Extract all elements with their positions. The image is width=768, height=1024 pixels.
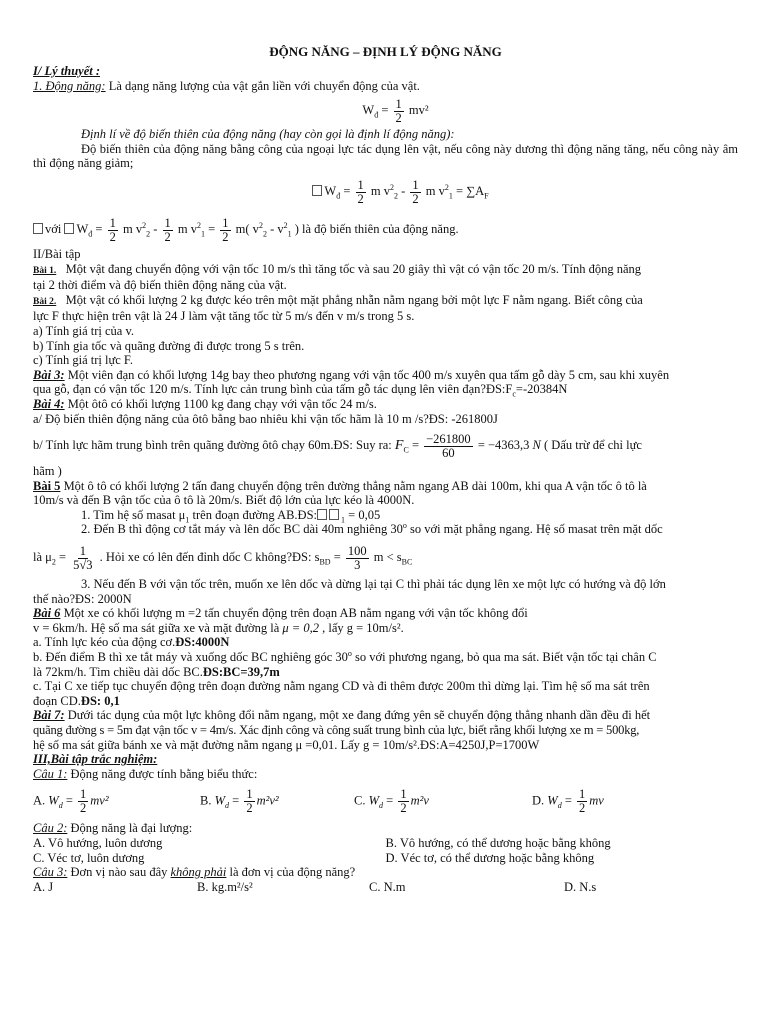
theorem-text [33, 142, 738, 171]
option-a-sub: d [58, 800, 63, 810]
exercise-5-compare: m < s [370, 550, 402, 565]
exercise-5-1-sub: 1 [185, 515, 190, 525]
exercise-5-den-b: 3 [354, 557, 361, 572]
question-1-option-b[interactable] [200, 788, 354, 815]
exercise-6-a [33, 635, 738, 650]
exercise-5-2-text: 2. Đến B thì động cơ tắt máy và lên dốc BC dài 40m nghiêng 30 [81, 522, 403, 537]
delta-symbol-icon [312, 185, 322, 196]
eq1-half-b [410, 179, 420, 206]
exercise-2-line-2: lực F thực hiện trên vật là 24 J làm vật tăng tốc từ 5 m/s đến v m/s trong 5 s. [33, 309, 415, 324]
eq2-p2b: 2 [258, 220, 263, 230]
option-a-w: W [48, 793, 59, 808]
option-c-eq: = [383, 793, 397, 808]
eq2-w: W [76, 221, 89, 236]
exercise-6-b-sup: o [347, 648, 352, 658]
question-2-option-c[interactable]: C. Véc tơ, luôn dương [33, 850, 145, 865]
exercise-3-sub: c [512, 389, 516, 399]
exercise-5-part-2-question [33, 537, 738, 577]
question-1-options [33, 781, 738, 821]
exercise-6-line-2 [33, 621, 738, 636]
exercise-5-line-1 [33, 479, 738, 494]
option-b-letter: B. [200, 793, 215, 808]
eq2-desc: là độ biến thiên của động năng. [298, 221, 459, 236]
exercise-4-den: 60 [442, 445, 455, 460]
option-c-letter: C. [354, 793, 369, 808]
option-a-letter: A. [33, 793, 49, 808]
formula-w-sub: đ [374, 110, 379, 120]
eq2-s2b: 2 [262, 229, 267, 239]
exercise-4-text: Một ôtô có khối lượng 1100 kg đang chạy với vận tốc 24 m/s. [64, 396, 377, 411]
eq1-mv1: m v [422, 183, 445, 198]
exercise-5-mu2: là μ [33, 550, 52, 565]
bullet-icon [33, 223, 43, 234]
exercise-6-text-3: , lấy g = 10m/s². [318, 620, 404, 635]
option-a-num: 1 [80, 786, 87, 801]
eq1-minus: - [398, 183, 409, 198]
exercise-3-text-2: qua gỗ, đạn có vận tốc 120 m/s. Tính lực cản trung bình của tấm gỗ tác dụng lên viên đạn?ĐS:F [33, 382, 513, 397]
exercise-6-a-text: a. Tính lực kéo của động cơ. [33, 635, 176, 650]
question-2-text: Động năng là đại lượng: [67, 821, 193, 836]
exercise-5-2-text-b: so với mặt phẳng ngang. Hệ số masat trên mặt dốc [406, 522, 663, 537]
option-d-eq: = [561, 793, 576, 808]
exercise-3-label: Bài 3: [33, 367, 65, 382]
exercise-5-eq: = [55, 550, 70, 565]
option-d-w: W [547, 793, 558, 808]
question-3-option-a[interactable]: A. J [33, 879, 54, 894]
exercise-7-label: Bài 7: [33, 708, 65, 723]
eq2-m-paren: m( v [232, 221, 259, 236]
eq2-den-c: 2 [222, 229, 229, 244]
exercise-4-b [33, 426, 738, 464]
exercise-7-line-3: hệ số ma sát giữa bánh xe và mặt đường nằm ngang μ =0,01. Lấy g = 10m/s².ĐS:A=4250J,P=1700W [33, 737, 540, 752]
exercise-5-den-a: 5√3 [73, 557, 93, 572]
eq2-den-a: 2 [109, 229, 116, 244]
question-2-options-row-1 [33, 836, 738, 851]
eq1-sub1: 1 [448, 191, 453, 201]
eq2-half-a [108, 217, 118, 244]
question-1 [33, 767, 738, 782]
eq2-num-a: 1 [109, 215, 116, 230]
eq1-sub2: 2 [394, 191, 398, 201]
eq1-num-b: 1 [412, 177, 419, 192]
exercise-6-b-text: b. Đến điểm B thì xe tắt máy và xuống dốc BC nghiêng góc 30 [33, 650, 348, 665]
eq2-num-b: 1 [164, 215, 171, 230]
eq2-mv2: m v [119, 221, 143, 236]
option-c-tail: m²v [410, 793, 429, 808]
theorem-equation: $W_đ$ = $\frac{1}{2}$ m $v^2_2$ - $\frac{1}{2}$ m $v^2_1 = \sum A_F$ [33, 171, 738, 211]
eq2-minus2: - v [266, 221, 284, 236]
question-2 [33, 821, 738, 836]
exercise-4-fraction [424, 433, 473, 460]
eq2-half-b [163, 217, 173, 244]
formula-w: W [362, 103, 375, 118]
exercise-6-c-1: c. Tại C xe tiếp tục chuyển động trên đoạn đường nằm ngang CD và đi thêm được 200m thì dừng lại. Tìm hệ số ma sát trên [33, 679, 650, 694]
exercise-5-part-3: 3. Nếu đến B với vận tốc trên, muốn xe lên dốc và dừng lại tại C thì phải tác dụng lên xe một lực có hướng và độ lớn [81, 577, 666, 592]
exercise-2-label: Bài 2. [33, 296, 57, 307]
exercise-6-mu: μ = 0,2 [282, 620, 319, 635]
option-c-num: 1 [400, 786, 407, 801]
question-3-option-b[interactable]: B. kg.m²/s² [197, 879, 253, 894]
exercise-6-text-2: v = 6km/h. Hệ số ma sát giữa xe và mặt đường là [33, 620, 283, 635]
exercise-4-num: −261800 [426, 431, 471, 446]
exercise-1-text: Một vật đang chuyển động với vận tốc 10 m/s thì tăng tốc và sau 20 giây thì vật có vận tốc 20 m/s. Tính động năng [65, 261, 641, 276]
option-b-num: 1 [246, 786, 253, 801]
exercise-5-1-text-b: trên đoạn đường AB.ĐS: [189, 507, 318, 522]
question-3-option-c[interactable]: C. N.m [369, 879, 406, 894]
kinetic-energy-formula [33, 93, 738, 127]
question-2-option-a[interactable]: A. Vô hướng, luôn dương [33, 835, 163, 850]
question-3-text-emph: không phải [170, 865, 227, 880]
exercise-6-b-2 [33, 665, 738, 680]
exercise-2-text: Một vật có khối lượng 2 kg được kéo trên một mặt phẳng nhẵn nằm ngang bởi một lực F nằm ngang. Biết công của [65, 292, 643, 307]
exercise-5-part-1 [33, 508, 738, 523]
exercise-4-note-2: hãm ) [33, 464, 62, 479]
document-title: ĐỘNG NĂNG – ĐỊNH LÝ ĐỘNG NĂNG [269, 44, 502, 59]
variation-equation [33, 211, 738, 247]
exercise-4-a: a/ Độ biến thiên động năng của ôtô bằng bao nhiêu khi vận tốc hãm là 10 m /s?ĐS: -261800J [33, 411, 498, 426]
option-d-half [577, 788, 587, 815]
exercise-7-line-2: quãng đường s = 5m đạt vận tốc v = 4m/s. Xác định công và công suất trung bình của lực, biết rằng khối lượng xe m = 500kg, [33, 723, 640, 737]
question-2-options-row-2 [33, 851, 738, 866]
exercise-2-c: c) Tính giá trị lực F. [33, 353, 133, 368]
eq2-w-sub: đ [88, 229, 93, 239]
eq2-eq2: = [204, 221, 219, 236]
eq1-w-sub: đ [336, 191, 341, 201]
question-1-option-a[interactable] [33, 788, 200, 815]
exercise-4-b-text: b/ Tính lực hãm trung bình trên quãng đường ôtô chạy 60m.ĐS: Suy ra: [33, 438, 395, 453]
exercise-3-line-2 [33, 382, 738, 397]
eq2-den-b: 2 [164, 229, 171, 244]
theory-heading: I/ Lý thuyết : [33, 64, 101, 78]
eq1-sup1: 2 [444, 182, 449, 192]
option-b-w: W [214, 793, 226, 808]
exercise-5-mu2-sub: 2 [51, 557, 56, 567]
option-a-tail: mv² [90, 793, 109, 808]
eq1-den-a: 2 [357, 191, 364, 206]
exercise-6-c2-text: đoạn CD. [33, 693, 81, 708]
exercise-5-part-3-answer: thế nào?ĐS: 2000N [33, 591, 132, 606]
exercise-6-b-answer: ĐS:BC=39,7m [202, 664, 280, 679]
definition-text: Là dạng năng lượng của vật gắn liền với chuyển động của vật. [108, 78, 420, 93]
eq2-prefix: với [45, 221, 65, 236]
option-b-tail: m²v² [256, 793, 279, 808]
exercise-4-result: = −4363,3 [474, 438, 530, 453]
eq1-sum: = ∑A [452, 183, 485, 198]
question-3-options [33, 880, 738, 895]
exercise-5-2-sup: o [402, 521, 407, 531]
option-c-half [398, 788, 408, 815]
formula-num: 1 [395, 96, 402, 111]
option-b-den: 2 [246, 800, 253, 815]
option-b-half [244, 788, 254, 815]
exercise-3-line-1 [33, 368, 738, 383]
formula-eq: = [378, 103, 392, 118]
exercise-6-label: Bài 6 [33, 606, 61, 621]
question-3-text-b: là đơn vị của động năng? [226, 865, 356, 880]
question-3-option-d[interactable]: D. N.s [564, 879, 597, 894]
exercise-6-c-2 [33, 694, 738, 709]
exercise-7-text: Dưới tác dụng của một lực không đổi nằm ngang, một xe đang đứng yên sẽ chuyển động thẳng nhanh dần đều đi hết [64, 708, 651, 723]
exercise-7-line-1 [33, 708, 738, 723]
exercise-1-label: Bài 1. [33, 265, 57, 276]
exercise-5-question: . Hỏi xe có lên đến đỉnh dốc C không?ĐS: s [96, 550, 320, 565]
exercise-5-label: Bài 5 [33, 478, 61, 493]
exercise-6-a-answer: ĐS:4000N [175, 635, 230, 650]
eq2-s1: 1 [200, 229, 205, 239]
eq1-num-a: 1 [357, 177, 364, 192]
formula-rhs: mv² [408, 103, 429, 118]
document-page [33, 44, 738, 894]
exercise-2-line-1 [33, 293, 738, 310]
question-3-label: Câu 3: [33, 865, 68, 880]
option-d-letter: D. [532, 793, 548, 808]
option-d-sub: d [557, 800, 562, 810]
exercise-1-line-1 [33, 262, 738, 279]
option-c-den: 2 [400, 800, 407, 815]
eq1-w: W [324, 183, 337, 198]
kinetic-energy-definition [33, 79, 738, 94]
theorem-text-content: Độ biến thiên của động năng bằng công của ngoại lực tác dụng lên vật, nếu công này dương thì động năng tăng, nếu công này âm thì động năng giảm; [33, 141, 738, 171]
exercise-5-sbc-sub: BC [401, 557, 413, 567]
question-2-option-d[interactable]: D. Véc tơ, có thể dương hoặc bằng không [385, 850, 595, 865]
question-2-option-b[interactable]: B. Vô hướng, có thể dương hoặc bằng không [385, 835, 611, 850]
exercise-6-b-text-2: so với phương ngang, bỏ qua ma sát. Biết vận tốc tại chân C [351, 650, 657, 665]
exercise-3-answer: =-20384N [515, 382, 568, 397]
exercise-4-force-sub: C [403, 445, 409, 455]
exercise-6-b-1 [33, 650, 738, 665]
exercise-5-1-sub-c: 1 [341, 515, 346, 525]
option-a-half [78, 788, 88, 815]
eq1-half-a [356, 179, 366, 206]
eq2-s2: 2 [146, 229, 151, 239]
exercise-6-c-answer: ĐS: 0,1 [80, 693, 120, 708]
eq2-half-c [220, 217, 230, 244]
eq1-mv2: m v [367, 183, 390, 198]
exercise-5-sbd-sub: BD [319, 557, 331, 567]
formula-half [394, 98, 404, 125]
mu-glyph-icon [317, 509, 327, 520]
delta-symbol-icon [64, 223, 74, 234]
exercise-5-text: Một ô tô có khối lượng 2 tấn đang chuyển động trên đường thẳng nằm ngang AB dài 100m, khi qua A vận tốc ô tô là [60, 478, 647, 493]
theorem-heading: Định lí về độ biến thiên của động năng (hay còn gọi là định lí động năng): [81, 127, 455, 142]
question-1-label: Câu 1: [33, 766, 68, 781]
exercise-5-fraction-b [346, 545, 369, 572]
eq1-den-b: 2 [412, 191, 419, 206]
eq1-sup2: 2 [390, 182, 394, 192]
question-2-label: Câu 2: [33, 821, 68, 836]
exercise-6-b2-text: là 72km/h. Tìm chiều dài dốc BC. [33, 664, 203, 679]
exercise-2-b: b) Tính gia tốc và quãng đường đi được trong 5 s trên. [33, 338, 305, 353]
question-3 [33, 865, 738, 880]
option-c-w: W [368, 793, 380, 808]
exercise-6-text: Một xe có khối lượng m =2 tấn chuyển động trên đoạn AB nằm ngang với vận tốc không đổi [60, 606, 528, 621]
eq2-minus: - [150, 221, 161, 236]
exercise-1-line-2: tại 2 thời điểm và độ biến thiên động năng của vật. [33, 278, 287, 293]
exercise-4-note: ( Dấu trừ để chỉ lực [540, 438, 642, 453]
mu-glyph-icon [329, 509, 339, 520]
question-1-text: Động năng được tính bằng biểu thức: [67, 766, 258, 781]
eq2-close: ) [291, 221, 299, 236]
eq2-mv1: m v [174, 221, 197, 236]
exercise-5-eq2: = [330, 550, 344, 565]
question-1-option-d[interactable] [532, 788, 604, 815]
exercise-3-text: Một viên đạn có khối lượng 14g bay theo phương ngang với vận tốc 400 m/s xuyên qua tấm gỗ dày 5 cm, sau khi xuyên [64, 367, 670, 382]
option-a-den: 2 [80, 800, 87, 815]
exercise-4-force: F [394, 438, 404, 454]
eq2-num-c: 1 [222, 215, 229, 230]
question-1-option-c[interactable] [354, 788, 532, 815]
exercises-heading: II/Bài tập [33, 246, 81, 261]
exercise-5-num-b: 100 [347, 543, 367, 558]
exercise-2-a: a) Tính giá trị của v. [33, 323, 135, 338]
eq2-p1: 2 [196, 220, 201, 230]
option-b-sub: d [225, 800, 230, 810]
question-3-text-a: Đơn vị nào sau đây [67, 865, 171, 880]
exercise-4-label: Bài 4: [33, 396, 65, 411]
eq2-s1b: 1 [287, 229, 292, 239]
option-b-eq: = [229, 793, 243, 808]
formula-den: 2 [395, 110, 402, 125]
exercise-5-part-2 [33, 522, 738, 537]
option-d-den: 2 [579, 800, 586, 815]
exercise-5-line-2: 10m/s và đến B vận tốc của ô tô là 20m/s. Biết độ lớn của lực kéo là 4000N. [33, 493, 415, 508]
quiz-heading: III,Bài tập trắc nghiệm: [33, 752, 158, 767]
exercise-5-fraction-a [71, 545, 94, 572]
eq1-sum-sub: F [484, 191, 489, 201]
eq2-eq: = [92, 221, 106, 236]
exercise-5-1-answer: = 0,05 [345, 507, 381, 522]
eq2-p1b: 2 [283, 220, 288, 230]
exercise-4-line-1 [33, 397, 738, 412]
option-d-num: 1 [579, 786, 586, 801]
exercise-4-unit: N [529, 438, 541, 453]
exercise-4-eq: = [408, 438, 423, 453]
option-d-tail: mv [589, 793, 604, 808]
exercise-6-line-1 [33, 606, 738, 621]
option-c-sub: d [379, 800, 384, 810]
exercise-5-1-text: 1. Tìm hệ số masat μ [81, 507, 186, 522]
option-a-eq: = [62, 793, 77, 808]
definition-term: 1. Động năng: [33, 78, 106, 93]
eq2-p2: 2 [142, 220, 147, 230]
exercise-5-num-a: 1 [79, 543, 86, 558]
